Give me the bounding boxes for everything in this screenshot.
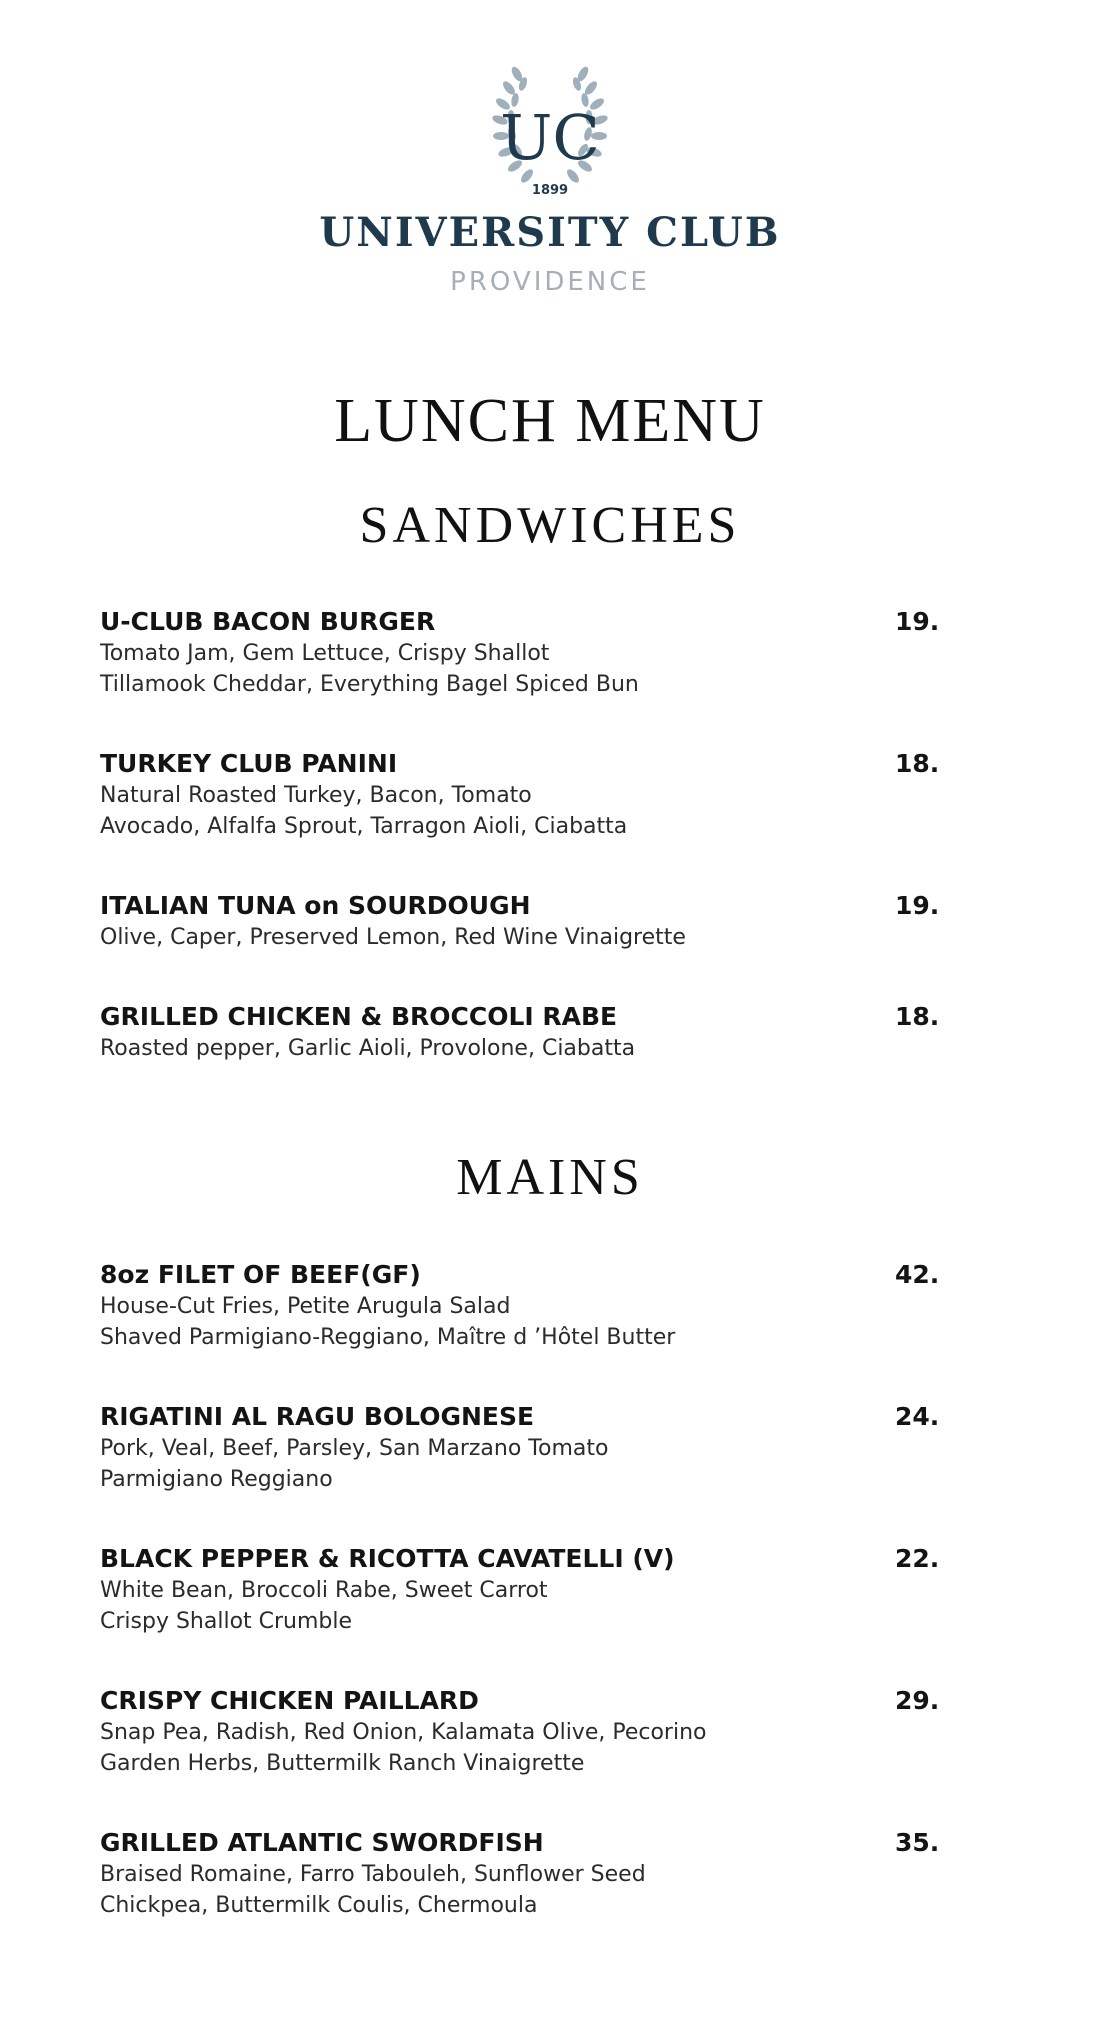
club-logo <box>0 62 1100 302</box>
item-price: 19. <box>895 891 940 920</box>
item-description: Roasted pepper, Garlic Aioli, Provolone, Ciabatta <box>100 1036 636 1061</box>
item-price: 24. <box>895 1402 940 1431</box>
item-description: Tillamook Cheddar, Everything Bagel Spiced Bun <box>100 672 639 697</box>
item-price: 19. <box>895 607 940 636</box>
item-price: 18. <box>895 749 940 778</box>
item-price: 35. <box>895 1828 940 1857</box>
item-name: ITALIAN TUNA on SOURDOUGH <box>100 891 531 920</box>
item-name: RIGATINI AL RAGU BOLOGNESE <box>100 1402 535 1431</box>
item-description: Crispy Shallot Crumble <box>100 1609 353 1634</box>
item-name: GRILLED ATLANTIC SWORDFISH <box>100 1828 544 1857</box>
item-name: TURKEY CLUB PANINI <box>100 749 398 778</box>
laurel-monogram-icon <box>487 62 613 202</box>
item-description: Braised Romaine, Farro Tabouleh, Sunflower Seed <box>100 1862 646 1887</box>
item-description: Shaved Parmigiano-Reggiano, Maître d ’Hôtel Butter <box>100 1325 676 1350</box>
menu-item <box>100 1543 940 1637</box>
item-description: White Bean, Broccoli Rabe, Sweet Carrot <box>100 1578 548 1603</box>
item-description: Garden Herbs, Buttermilk Ranch Vinaigrette <box>100 1751 585 1776</box>
menu-item <box>100 1001 940 1064</box>
menu-item <box>100 890 940 953</box>
item-description: Pork, Veal, Beef, Parsley, San Marzano Tomato <box>100 1436 609 1461</box>
item-description: Natural Roasted Turkey, Bacon, Tomato <box>100 783 532 808</box>
item-description: Olive, Caper, Preserved Lemon, Red Wine Vinaigrette <box>100 925 686 950</box>
menu-title: LUNCH MENU <box>334 387 766 455</box>
club-name: UNIVERSITY CLUB <box>319 209 781 256</box>
item-description: Snap Pea, Radish, Red Onion, Kalamata Olive, Pecorino <box>100 1720 707 1745</box>
menu-item <box>100 1259 940 1353</box>
item-price: 29. <box>895 1686 940 1715</box>
menu-item <box>100 748 940 842</box>
menu-item <box>100 606 940 700</box>
item-description: House-Cut Fries, Petite Arugula Salad <box>100 1294 511 1319</box>
item-price: 42. <box>895 1260 940 1289</box>
section-title-sandwiches: SANDWICHES <box>359 497 741 554</box>
item-name: U-CLUB BACON BURGER <box>100 607 436 636</box>
item-name: CRISPY CHICKEN PAILLARD <box>100 1686 479 1715</box>
logo-year: 1899 <box>531 183 569 198</box>
item-description: Chickpea, Buttermilk Coulis, Chermoula <box>100 1893 538 1918</box>
item-description: Tomato Jam, Gem Lettuce, Crispy Shallot <box>100 641 550 666</box>
item-price: 18. <box>895 1002 940 1031</box>
item-description: Avocado, Alfalfa Sprout, Tarragon Aioli, Ciabatta <box>100 814 628 839</box>
item-name: BLACK PEPPER & RICOTTA CAVATELLI (V) <box>100 1544 675 1573</box>
menu-item <box>100 1685 940 1779</box>
item-name: 8oz FILET OF BEEF(GF) <box>100 1260 421 1289</box>
logo-monogram: UC <box>500 101 600 174</box>
item-name: GRILLED CHICKEN & BROCCOLI RABE <box>100 1002 618 1031</box>
club-city: PROVIDENCE <box>450 267 650 297</box>
menu-item <box>100 1827 940 1921</box>
menu-item <box>100 1401 940 1495</box>
item-price: 22. <box>895 1544 940 1573</box>
section-title-mains: MAINS <box>456 1149 644 1206</box>
item-description: Parmigiano Reggiano <box>100 1467 333 1492</box>
